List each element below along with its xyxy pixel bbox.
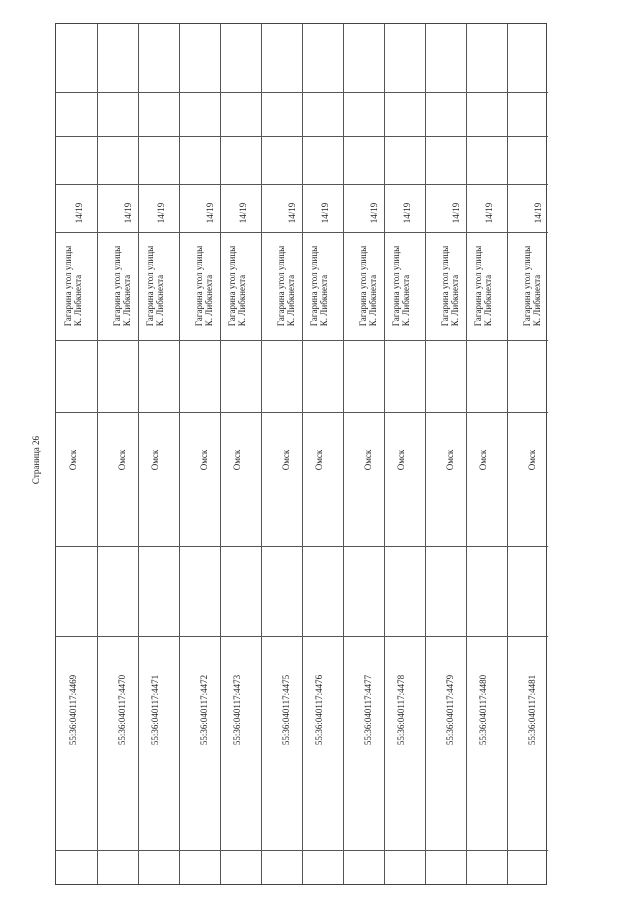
street-address-line1: Гагарина угол улицы xyxy=(521,245,532,327)
column-divider xyxy=(384,24,385,884)
column-divider xyxy=(302,24,303,884)
house-number-cell: 14/19 xyxy=(204,202,215,224)
house-number-cell: 14/19 xyxy=(532,202,543,224)
street-address-cell xyxy=(112,246,132,326)
cadastral-number-cell: 55:36:040117:4470 xyxy=(116,674,127,746)
street-address-line2: К. Либкнехта xyxy=(203,274,214,327)
street-address-line1: Гагарина угол улицы xyxy=(390,245,401,327)
column-divider xyxy=(343,24,344,884)
column-divider xyxy=(466,24,467,884)
city-cell: Омск xyxy=(67,449,78,471)
street-address-line2: К. Либкнехта xyxy=(154,274,165,327)
street-address-line1: Гагарина угол улицы xyxy=(193,245,204,327)
row-divider xyxy=(56,546,548,547)
street-address-cell xyxy=(309,246,329,326)
street-address-cell xyxy=(145,246,165,326)
column-divider xyxy=(261,24,262,884)
city-cell: Омск xyxy=(149,449,160,471)
cadastral-number-cell: 55:36:040117:4478 xyxy=(395,674,406,746)
row-divider xyxy=(56,636,548,637)
row-divider xyxy=(56,184,548,185)
city-cell: Омск xyxy=(116,449,127,471)
city-cell: Омск xyxy=(395,449,406,471)
street-address-line1: Гагарина угол улицы xyxy=(308,245,319,327)
street-address-cell xyxy=(227,246,247,326)
city-cell: Омск xyxy=(231,449,242,471)
row-divider xyxy=(56,232,548,233)
city-cell: Омск xyxy=(477,449,488,471)
street-address-line1: Гагарина угол улицы xyxy=(111,245,122,327)
house-number-cell: 14/19 xyxy=(73,202,84,224)
house-number-cell: 14/19 xyxy=(401,202,412,224)
cadastral-table xyxy=(55,23,547,885)
street-address-line1: Гагарина угол улицы xyxy=(357,245,368,327)
street-address-line2: К. Либкнехта xyxy=(400,274,411,327)
street-address-line2: К. Либкнехта xyxy=(72,274,83,327)
street-address-cell xyxy=(473,246,493,326)
cadastral-number-cell: 55:36:040117:4472 xyxy=(198,674,209,746)
cadastral-number-cell: 55:36:040117:4481 xyxy=(526,674,537,746)
street-address-cell xyxy=(358,246,378,326)
street-address-line2: К. Либкнехта xyxy=(367,274,378,327)
cadastral-number-cell: 55:36:040117:4480 xyxy=(477,674,488,746)
city-cell: Омск xyxy=(362,449,373,471)
cadastral-number-cell: 55:36:040117:4471 xyxy=(149,674,160,746)
house-number-cell: 14/19 xyxy=(483,202,494,224)
city-cell: Омск xyxy=(198,449,209,471)
house-number-cell: 14/19 xyxy=(368,202,379,224)
row-divider xyxy=(56,136,548,137)
house-number-cell: 14/19 xyxy=(286,202,297,224)
street-address-line1: Гагарина угол улицы xyxy=(472,245,483,327)
street-address-line1: Гагарина угол улицы xyxy=(275,245,286,327)
street-address-line1: Гагарина угол улицы xyxy=(62,245,73,327)
city-cell: Омск xyxy=(444,449,455,471)
cadastral-number-cell: 55:36:040117:4473 xyxy=(231,674,242,746)
column-divider xyxy=(97,24,98,884)
cadastral-number-cell: 55:36:040117:4479 xyxy=(444,674,455,746)
column-divider xyxy=(220,24,221,884)
street-address-line2: К. Либкнехта xyxy=(236,274,247,327)
street-address-cell xyxy=(391,246,411,326)
street-address-cell xyxy=(276,246,296,326)
row-divider xyxy=(56,412,548,413)
cadastral-number-cell: 55:36:040117:4475 xyxy=(280,674,291,746)
street-address-line2: К. Либкнехта xyxy=(449,274,460,327)
street-address-line1: Гагарина угол улицы xyxy=(144,245,155,327)
house-number-cell: 14/19 xyxy=(237,202,248,224)
city-cell: Омск xyxy=(526,449,537,471)
column-divider xyxy=(179,24,180,884)
city-cell: Омск xyxy=(313,449,324,471)
house-number-cell: 14/19 xyxy=(319,202,330,224)
row-divider xyxy=(56,340,548,341)
row-divider xyxy=(56,850,548,851)
street-address-cell xyxy=(194,246,214,326)
street-address-line2: К. Либкнехта xyxy=(121,274,132,327)
cadastral-number-cell: 55:36:040117:4469 xyxy=(67,674,78,746)
street-address-line1: Гагарина угол улицы xyxy=(226,245,237,327)
street-address-line2: К. Либкнехта xyxy=(482,274,493,327)
street-address-cell xyxy=(63,246,83,326)
street-address-line1: Гагарина угол улицы xyxy=(439,245,450,327)
street-address-line2: К. Либкнехта xyxy=(531,274,542,327)
row-divider xyxy=(56,92,548,93)
cadastral-number-cell: 55:36:040117:4476 xyxy=(313,674,324,746)
column-divider xyxy=(425,24,426,884)
street-address-line2: К. Либкнехта xyxy=(318,274,329,327)
street-address-cell xyxy=(440,246,460,326)
city-cell: Омск xyxy=(280,449,291,471)
page-number-label: Страница 26 xyxy=(31,435,41,485)
column-divider xyxy=(507,24,508,884)
cadastral-number-cell: 55:36:040117:4477 xyxy=(362,674,373,746)
column-divider xyxy=(138,24,139,884)
house-number-cell: 14/19 xyxy=(450,202,461,224)
house-number-cell: 14/19 xyxy=(122,202,133,224)
street-address-cell xyxy=(522,246,542,326)
street-address-line2: К. Либкнехта xyxy=(285,274,296,327)
house-number-cell: 14/19 xyxy=(155,202,166,224)
